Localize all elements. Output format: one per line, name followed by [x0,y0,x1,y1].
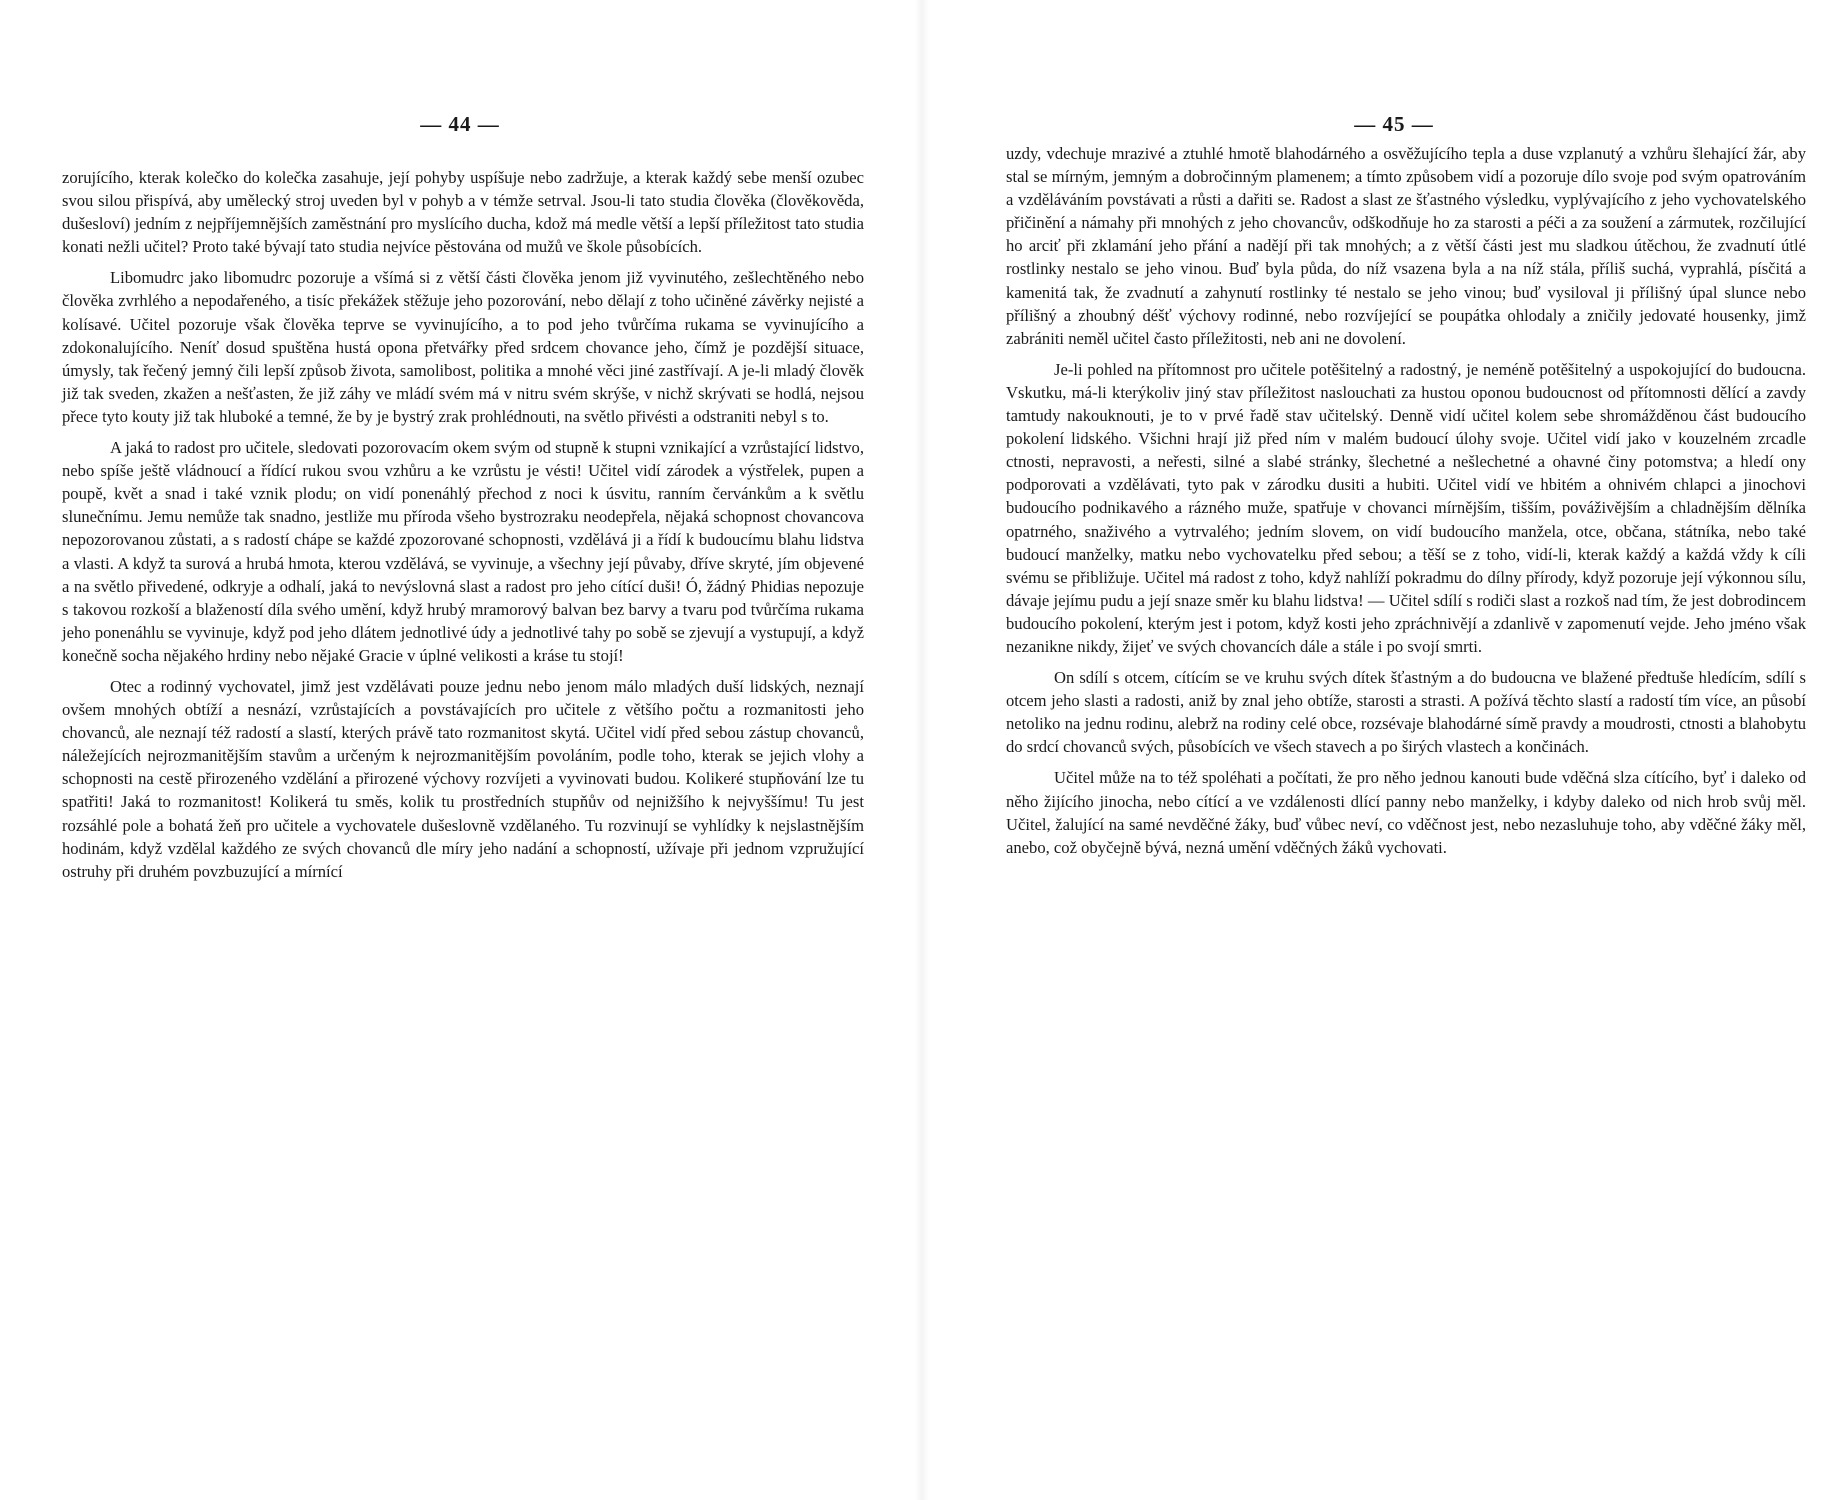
paragraph: Je-li pohled na přítomnost pro učitele potěšitelný a radostný, je neméně potěšitelný a uspokojující do budoucna. Vskutku, má-li kterýkoliv jiný stav příležitost naslouchati za hustou oponou budoucnost od přítomnosti dělící a zavdy tamtudy nakouknouti, je to v prvé řadě stav učitelský. Denně vidí učitel kolem sebe shromážděnou část budoucího pokolení lidského. Všichni hrají již před ním v malém budoucí úlohy svoje. Učitel vidí jako v kouzelném zrcadle ctnosti, nepravosti, a neřesti, silné a slabé stránky, šlechetné a nešlechetné a ohavné činy potomstva; a hledí ony podporovati a vzdělávati, tyto pak v zárodku dusiti a hubiti. Učitel vidí ve hbitém a ohnivém chlapci a jinochovi budoucího podnikavého a rázného muže, spatřuje v chovanci mírnějším, tišším, pováživějším a chladnějším dělníka opatrného, snaživého a vytrvalého; jedním slovem, on vidí budoucího manžela, otce, občana, státníka, nebo také budoucí manželky, matku nebo vychovatelku před sebou; a těší se z toho, vidí-li, kterak každý a každá vždy k cíli svému se přibližuje. Učitel má radost z toho, když nahlíží pokradmu do dílny přírody, když pozoruje její výkonnou sílu, dávaje jejímu pudu a její snaze směr ku blahu lidstva! — Učitel sdílí s rodiči slast a rozkoš nad tím, že jest dobrodincem budoucího pokolení, kterým jest i potom, když kosti jeho zpráchnivějí a zdanlivě v zapomenutí vejde. Jeho jméno však nezanikne nikdy, žijeť ve svých chovancích dále a stále i po svojí smrti. [1006,359,1806,656]
paragraph: uzdy, vdechuje mrazivé a ztuhlé hmotě blahodárného a osvěžujícího tepla a duse vzplanutý a vzhůru šlehající žár, aby stal se mírným, jemným a dobročinným plamenem; a tímto způsobem vidí a pozoruje dílo svoje pod svým opatrováním a vzděláváním povstávati a růsti a dařiti se. Radost a slast ze šťastného výsledku, vyplývajícího z jeho vychovatelského přičinění a námahy při mnohých z jeho chovancův, odškodňuje ho za starosti a péči a za soužení a zármutek, rozčilující ho arciť při zklamání jeho přání a nadějí při tak mnohých; a z větší části jest mu sladkou útěchou, že zvadnutí útlé rostlinky nestalo se jeho vinou. Buď byla půda, do níž vsazena byla a na níž stála, příliš suchá, vyprahlá, písčitá a kamenitá tak, že zvadnutí a zahynutí rostlinky té nestalo se jeho vinou; buď vysiloval ji přílišný úpal slunce nebo přílišný a zhoubný déšť výchovy rodinné, nebo rozvíjející se poupátka ohlodaly a zničily jedovaté housenky, jimž zabrániti neměl učitel často příležitosti, neb ani ne dovolení. [1006,144,1806,348]
paragraph: zorujícího, kterak kolečko do kolečka zasahuje, její pohyby uspíšuje nebo zadržuje, a kterak každý sebe menší ozubec svou silou přispívá, aby umělecký stroj uveden byl v pohyb a v témže setrval. Jsou-li tato studia člověka (člověkověda, dušesloví) jedním z nejpříjemnějších zaměstnání pro myslícího ducha, kdož má medle větší a lepší příležitost tato studia konati nežli učitel? Proto také bývají tato studia nejvíce pěstována od mužů ve škole působících. [62,168,864,257]
paragraph: A jaká to radost pro učitele, sledovati pozorovacím okem svým od stupně k stupni vznikající a vzrůstající lidstvo, nebo spíše ještě vládnoucí a řídící rukou svou vzhůru a ke vzrůstu je vésti! Učitel vidí zárodek a výstřelek, pupen a poupě, květ a snad i také vznik plodu; on vidí ponenáhlý přechod z noci k úsvitu, ranním červánkům a k světlu slunečnímu. Jemu nemůže tak snadno, jestliže mu příroda všeho bystrozraku neodepřela, nějaká schopnost chovancova nepozorovanou zůstati, a s radostí chápe se každé zpozorované schopnosti, vzdělává ji a řídí k budoucímu blahu lidstva a vlasti. A když ta surová a hrubá hmota, kterou vzdělává, se vyvinuje, a všechny její půvaby, dříve skryté, jím objevené a na světlo přivedené, odkryje a odhalí, jaká to nevýslovná slast a radost pro jeho cítící duši! Ó, žádný Phidias nepozuje s takovou rozkoší a blažeností díla svého umění, když hrubý mramorový balvan bez barvy a tvaru pod tvůrčíma rukama jeho ponenáhlu se vyvinuje, když pod jeho dlátem jednotlivé údy a jednotlivé tahy po sobě se zjevují a vystupují, a když konečně socha nějakého hrdiny nebo nějaké Gracie v úplné velikosti a kráse tu stojí! [62,438,864,665]
page-body [62,166,864,891]
page-number: — 45 — [1354,112,1434,136]
paragraph: Libomudrc jako libomudrc pozoruje a všímá si z větší části člověka jenom již vyvinutého, zešlechtěného nebo člověka zvrhlého a nepodařeného, a tisíc překážek stěžuje jeho pozorování, nebo dělají z toho učiněné závěrky nejisté a kolísavé. Učitel pozoruje však člověka teprve se vyvinujícího, a to pod jeho tvůrčíma rukama se vyvinujícího a zdokonalujícího. Neníť dosud spuštěna hustá opona přetvářky před srdcem chovance jeho, čímž je pozdější situace, úmysly, tak řečený jemný čili lepší způsob života, samolibost, politika a mnohé věci jiné zastřívají. A je-li mladý člověk již tak sveden, zkažen a nešťasten, že již záhy ve mládí svém má v nitru svém skrýše, v nichž skrývati se hodlá, nejsou přece tyto kouty již tak hluboké a temné, že by je bystrý zrak prohlédnouti, na světlo přivésti a odstraniti nebyl s to. [62,268,864,426]
paragraph: Učitel může na to též spoléhati a počítati, že pro něho jednou kanouti bude vděčná slza cítícího, byť i daleko od něho žijícího jinocha, nebo cítící a ve vzdálenosti dlící panny nebo manželky, i kdyby daleko od nich hrob svůj měl. Učitel, žalující na samé nevděčné žáky, buď vůbec neví, co vděčnost jest, nebo nezasluhuje toho, aby vděčné žáky měl, anebo, což obyčejně bývá, nezná umění vděčných žáků vychovati. [1006,768,1806,857]
paragraph: Otec a rodinný vychovatel, jimž jest vzdělávati pouze jednu nebo jenom málo mladých duší lidských, neznají ovšem mnohých obtíží a nesnází, vzrůstajících a povstávajících pro učitele z většího počtu a rozmanitosti jeho chovanců, ale neznají též radostí a slastí, kterých právě tato rozmanitost skytá. Učitel vidí před sebou zástup chovanců, náležejících nejrozmanitějším stavům a určeným k nejrozmanitějším povoláním, podle toho, kterak se jejich vlohy a schopnosti na cestě přirozeného vzdělání a přirozené výchovy rozvíjeti a vyvinovati budou. Kolikeré stupňování lze tu spatřiti! Jaká to rozmanitost! Kolikerá tu směs, kolik tu prostředních stupňův od nejnižšího k nejvyššímu! Tu jest rozsáhlé pole a bohatá žeň pro učitele a vychovatele dušeslovně vzdělaného. Tu rozvinují se vyhlídky k nejslastnějším hodinám, když vzdělal každého ze svých chovanců dle míry jeho nadání a schopností, užívaje při jednom vzpružující ostruhy při druhém povzbuzující a mírnící [62,676,864,881]
paragraph: On sdílí s otcem, cítícím se ve kruhu svých dítek šťastným a do budoucna ve blažené předtuše hledícím, sdílí s otcem jeho slasti a radosti, aniž by znal jeho obtíže, starosti a strasti. A požívá těchto slastí a radostí tím více, an působí netoliko na jednu rodinu, alebrž na rodiny celé obce, rozsévaje blahodárné símě pravdy a moudrosti, ctnosti a blahobytu do srdcí chovanců svých, působících ve všech stavech a po širých vlastech a končinách. [1006,668,1806,757]
right-page [922,0,1844,1500]
page-body [1006,142,1806,867]
page-number: — 44 — [420,112,500,136]
